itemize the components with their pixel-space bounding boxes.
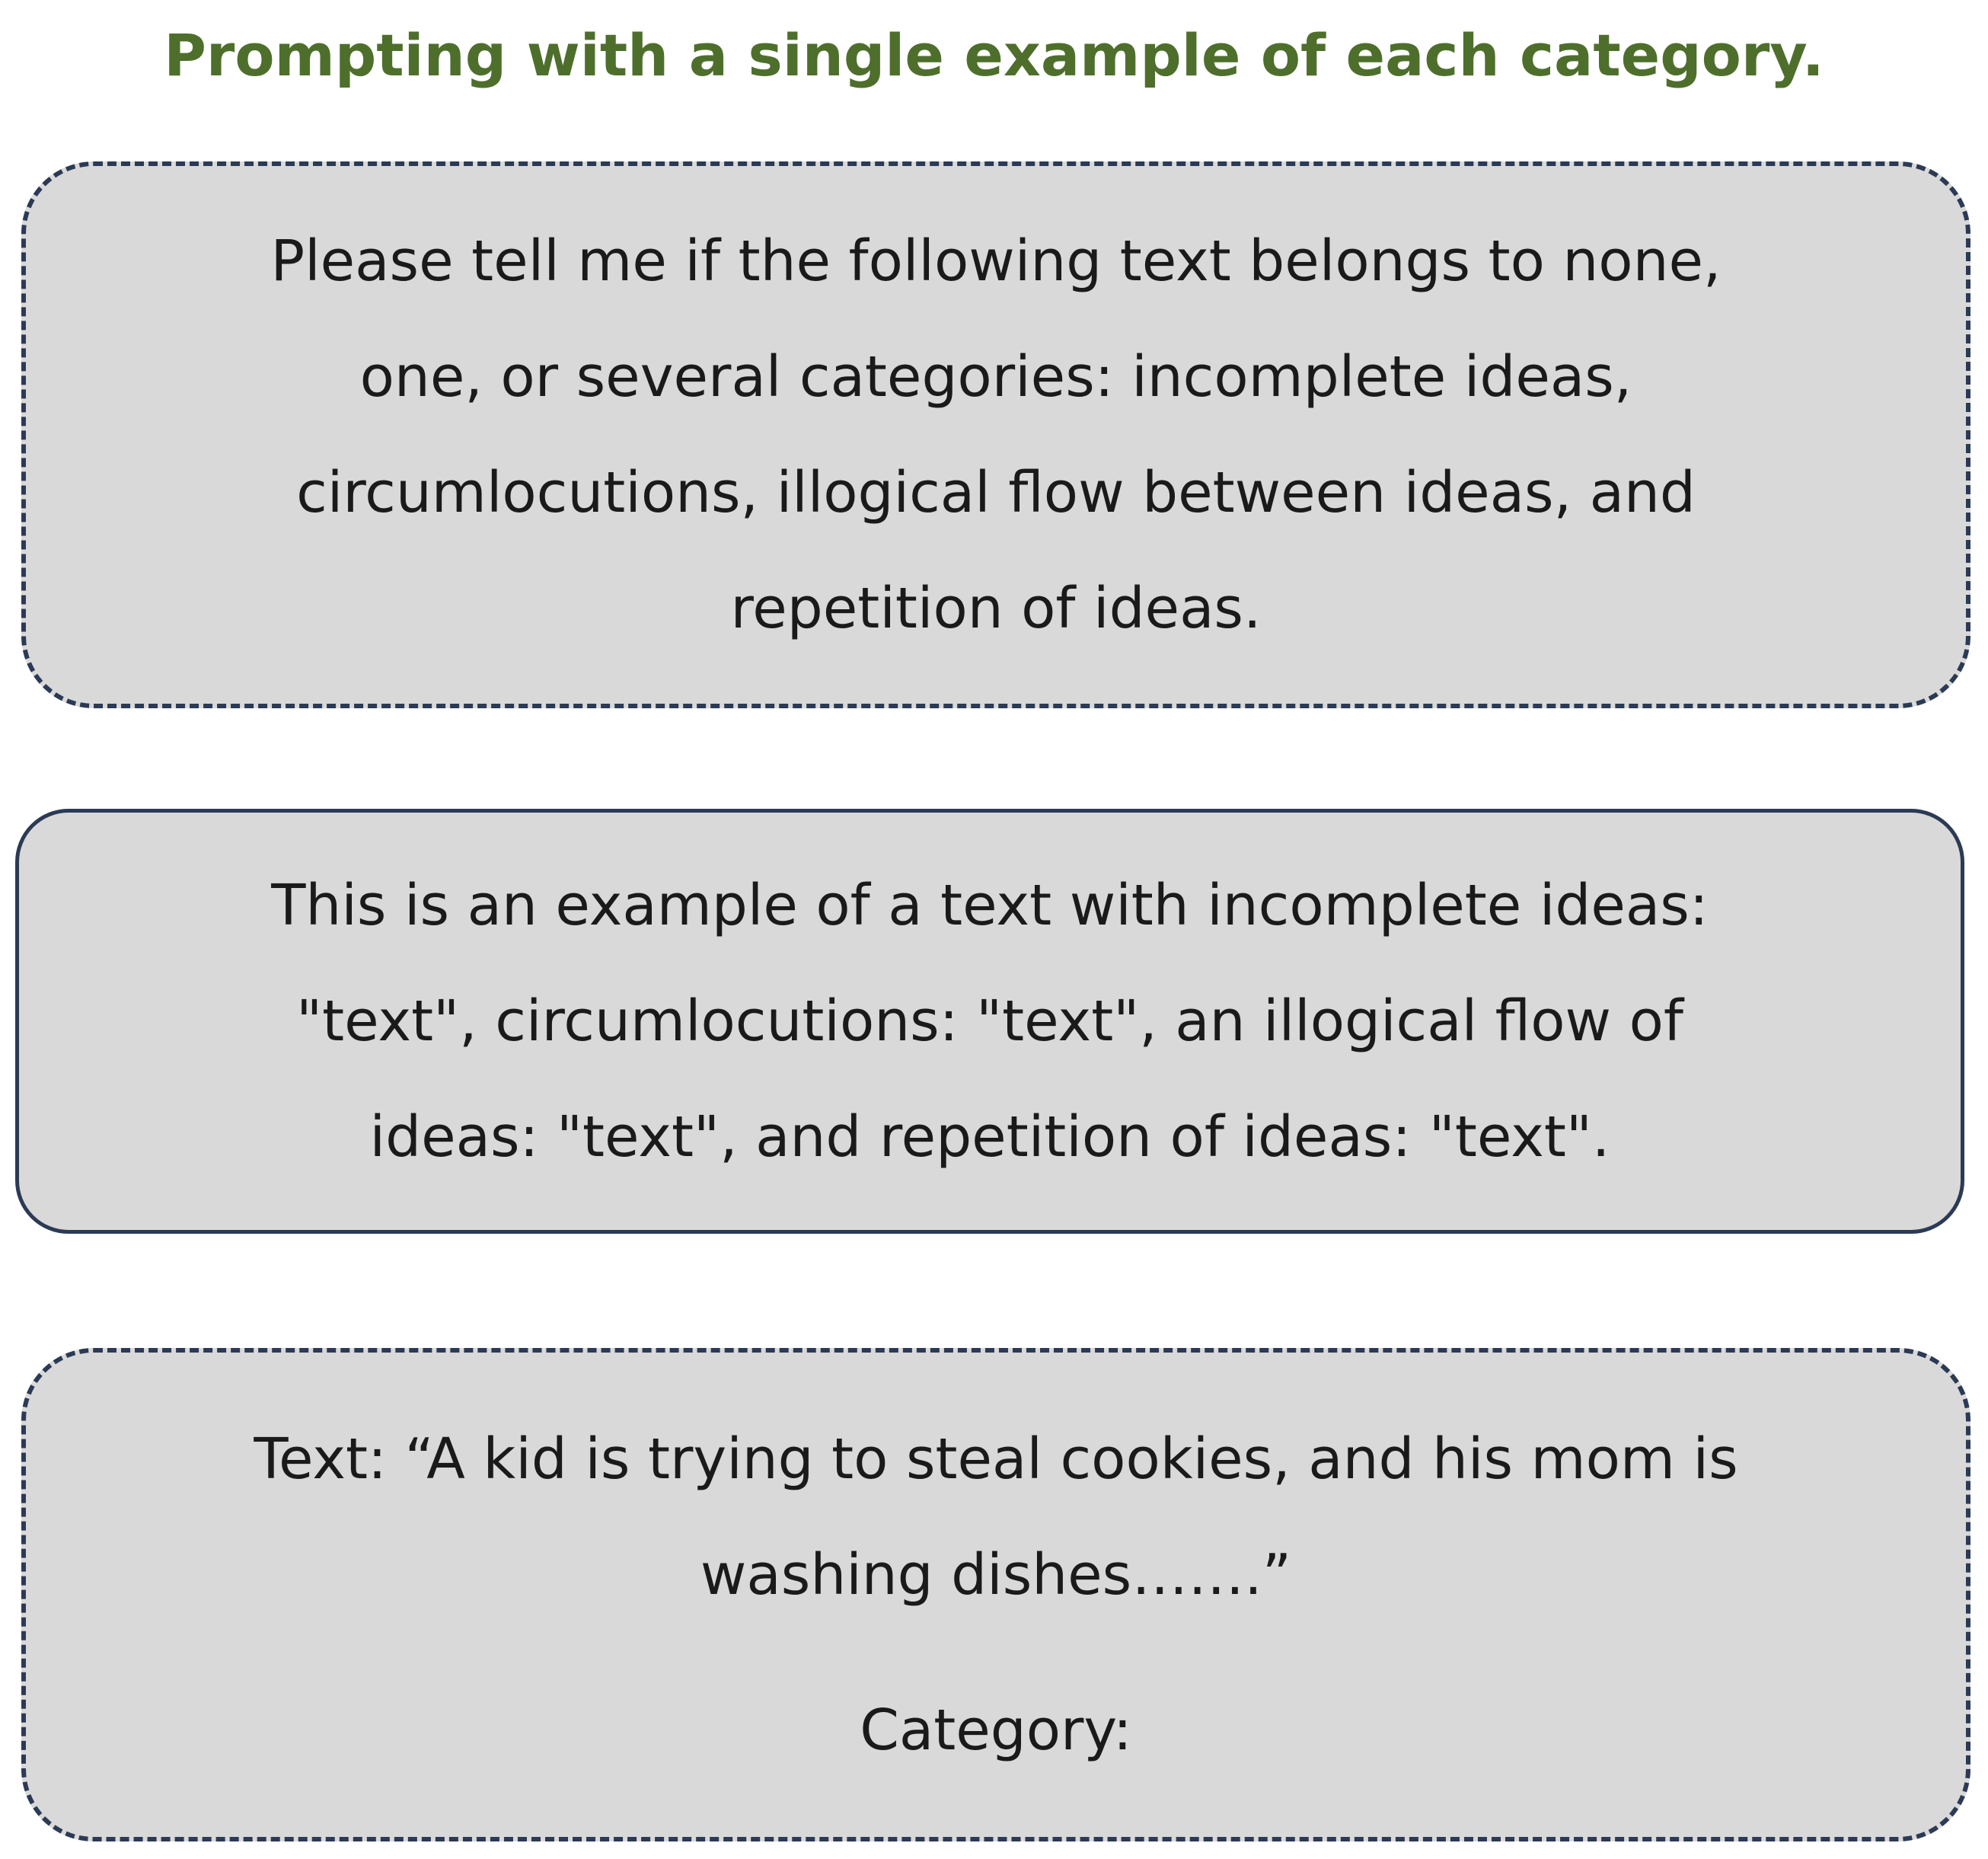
- example-box: [15, 809, 1964, 1234]
- category-label: Category:: [860, 1698, 1132, 1763]
- query-text-line: washing dishes…….”: [700, 1542, 1292, 1608]
- instruction-line: one, or several categories: incomplete ideas,: [359, 344, 1632, 410]
- example-line: "text", circumlocutions: "text", an illogical flow of: [296, 989, 1683, 1054]
- instruction-line: Please tell me if the following text belongs to none,: [270, 228, 1722, 294]
- instruction-box: [21, 161, 1970, 708]
- instruction-line: repetition of ideas.: [730, 576, 1262, 641]
- query-text-line: Text: “A kid is trying to steal cookies, and his mom is: [254, 1426, 1738, 1492]
- diagram-title: Prompting with a single example of each category.: [164, 21, 1824, 89]
- instruction-line: circumlocutions, illogical flow between ideas, and: [296, 460, 1696, 525]
- example-line: ideas: "text", and repetition of ideas: "text".: [369, 1104, 1610, 1170]
- query-box: [21, 1348, 1970, 1841]
- example-line: This is an example of a text with incomplete ideas:: [271, 873, 1709, 938]
